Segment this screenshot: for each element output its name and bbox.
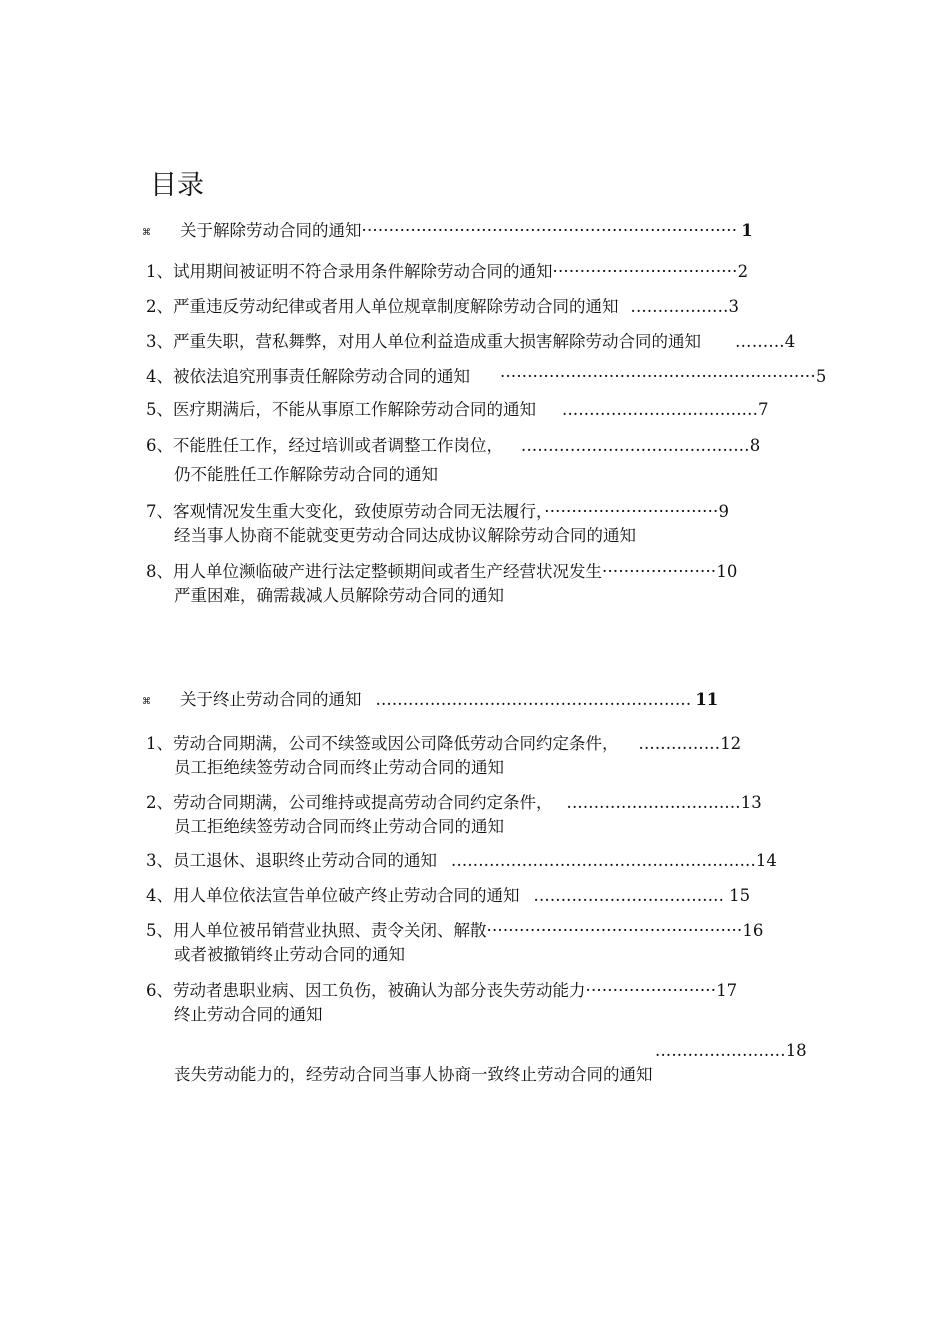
toc-item[interactable] [146, 402, 769, 419]
toc-heading-text: 关于终止劳动合同的通知 [180, 690, 362, 709]
toc-page-number: 16 [742, 921, 764, 940]
toc-item[interactable] [146, 564, 737, 581]
page-title: 目录 [150, 170, 204, 201]
toc-leader: .................................... [562, 400, 759, 419]
toc-item-text: 5、用人单位被吊销营业执照、责令关闭、解散 [146, 921, 487, 940]
toc-leader: ·························································· [500, 367, 816, 386]
toc-leader: ……... [735, 332, 785, 351]
toc-leader: .......................................... [521, 436, 750, 455]
toc-item-text: 1、试用期间被证明不符合录用条件解除劳动合同的通知 [146, 262, 553, 281]
toc-leader: .................. [630, 297, 729, 316]
toc-item[interactable] [146, 795, 762, 812]
toc-page-number: 12 [720, 734, 742, 753]
toc-item-continuation: 终止劳动合同的通知 [174, 1005, 323, 1024]
toc-leader: ................................ [566, 793, 741, 812]
toc-leader: ............... [638, 734, 721, 753]
toc-page-number: 15 [729, 886, 751, 905]
toc-item-leader-line[interactable] [655, 1043, 807, 1060]
toc-item-text: 6、不能胜任工作，经过培训或者调整工作岗位， [146, 436, 503, 455]
toc-item-continuation: 经当事人协商不能就变更劳动合同达成协议解除劳动合同的通知 [174, 526, 636, 545]
toc-item[interactable] [146, 888, 750, 905]
toc-item-text: 8、用人单位濒临破产进行法定整顿期间或者生产经营状况发生 [146, 562, 602, 581]
toc-item-text: 3、员工退休、退职终止劳动合同的通知 [146, 851, 437, 870]
toc-item-text: 4、被依法追究刑事责任解除劳动合同的通知 [146, 367, 470, 386]
toc-item-text: 1、劳动合同期满，公司不续签或因公司降低劳动合同约定条件， [146, 734, 619, 753]
toc-item[interactable] [146, 983, 737, 1000]
toc-item-continuation: 员工拒绝续签劳动合同而终止劳动合同的通知 [174, 817, 504, 836]
toc-page-number: 2 [737, 262, 749, 281]
toc-leader: ····································································· [361, 221, 738, 240]
toc-page-number: 7 [758, 400, 769, 419]
toc-leader: ·································· [552, 262, 738, 281]
toc-item[interactable] [146, 504, 729, 521]
toc-heading-text: 关于解除劳动合同的通知 [180, 221, 362, 240]
toc-page-number: 17 [716, 981, 738, 1000]
toc-item-text: 2、严重违反劳动纪律或者用人单位规章制度解除劳动合同的通知 [146, 297, 619, 316]
toc-item-continuation: 仍不能胜任工作解除劳动合同的通知 [174, 465, 438, 484]
toc-heading-termination-release[interactable] [180, 223, 753, 240]
toc-page-number: 1 [741, 221, 753, 240]
bullet-icon: ⌘ [142, 228, 151, 238]
toc-item-text: 3、严重失职，营私舞弊，对用人单位利益造成重大损害解除劳动合同的通知 [146, 332, 701, 351]
toc-item-continuation: 严重困难，确需裁减人员解除劳动合同的通知 [174, 586, 504, 605]
toc-item-text: 丧失劳动能力的，经劳动合同当事人协商一致终止劳动合同的通知 [174, 1065, 653, 1084]
toc-leader: ........................ [655, 1041, 786, 1060]
toc-item[interactable] [146, 736, 741, 753]
toc-page-number: 9 [718, 502, 729, 521]
toc-leader: ........................................................ [451, 851, 756, 870]
toc-leader: ····················· [602, 562, 717, 581]
toc-item[interactable] [146, 369, 826, 386]
toc-page-number: 18 [785, 1041, 807, 1060]
toc-item[interactable] [146, 299, 739, 316]
toc-item[interactable] [146, 438, 760, 455]
toc-item-continuation: 员工拒绝续签劳动合同而终止劳动合同的通知 [174, 758, 504, 777]
toc-page-number: 10 [716, 562, 738, 581]
toc-item-text: 5、医疗期满后，不能从事原工作解除劳动合同的通知 [146, 400, 536, 419]
bullet-icon: ⌘ [142, 697, 151, 707]
toc-page-number: 13 [740, 793, 762, 812]
toc-item-text: 6、劳动者患职业病、因工负伤，被确认为部分丧失劳动能力 [146, 981, 586, 1000]
toc-page-number: 8 [749, 436, 761, 455]
toc-leader: ································ [544, 502, 719, 521]
toc-leader: .......................................................... [375, 690, 692, 709]
toc-leader: ························ [585, 981, 717, 1000]
toc-leader: ................................... [533, 886, 725, 905]
toc-page-number: 5 [815, 367, 827, 386]
toc-page-number: 4 [784, 332, 796, 351]
toc-item[interactable] [146, 923, 763, 940]
toc-page-number: 14 [755, 851, 777, 870]
toc-item[interactable] [146, 334, 795, 351]
toc-heading-termination-end[interactable] [180, 692, 718, 709]
toc-item[interactable] [146, 853, 777, 870]
toc-item[interactable] [146, 264, 748, 281]
toc-item-text: 7、客观情况发生重大变化，致使原劳动合同无法履行， [146, 502, 545, 521]
toc-leader: ··············································· [486, 921, 743, 940]
toc-item-text: 2、劳动合同期满，公司维持或提高劳动合同约定条件， [146, 793, 553, 812]
toc-page-number: 11 [695, 690, 719, 709]
toc-item-text: 4、用人单位依法宣告单位破产终止劳动合同的通知 [146, 886, 520, 905]
toc-item-continuation: 或者被撤销终止劳动合同的通知 [174, 945, 405, 964]
toc-page-number: 3 [728, 297, 740, 316]
